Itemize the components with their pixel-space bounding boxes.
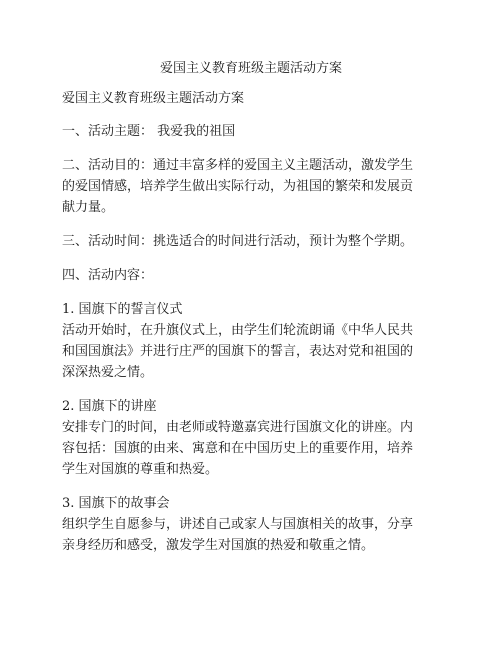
item-heading: 3. 国旗下的故事会 xyxy=(62,496,170,511)
section-content xyxy=(62,265,440,286)
section-purpose-line: 献力量。 xyxy=(62,200,115,215)
item-line: 安排专门的时间，由老师或特邀嘉宾进行国旗文化的讲座。内 xyxy=(62,420,414,435)
subtitle-text: 爱国主义教育班级主题活动方案 xyxy=(62,91,245,106)
item-line: 组织学生自愿参与，讲述自己或家人与国旗相关的故事，分享 xyxy=(62,517,414,532)
content-item-oath xyxy=(62,299,440,383)
section-time-text: 三、活动时间：挑选适合的时间进行活动，预计为整个学期。 xyxy=(62,234,414,249)
item-line: 亲身经历和感受，激发学生对国旗的热爱和敬重之情。 xyxy=(62,538,375,553)
document-title: 爱国主义教育班级主题活动方案 xyxy=(159,61,342,76)
section-theme xyxy=(62,121,440,142)
item-line: 活动开始时，在升旗仪式上，由学生们轮流朗诵《中华人民共 xyxy=(62,323,414,338)
section-purpose-line: 二、活动目的：通过丰富多样的爱国主义主题活动，激发学生 xyxy=(62,158,414,173)
item-line: 容包括：国旗的由来、寓意和在中国历史上的重要作用，培养 xyxy=(62,441,414,456)
document-subtitle xyxy=(62,88,440,109)
content-item-lecture xyxy=(62,396,440,480)
section-purpose xyxy=(62,155,440,218)
item-line: 深深热爱之情。 xyxy=(62,365,154,380)
section-theme-text: 一、活动主题： 我爱我的祖国 xyxy=(62,124,236,139)
item-line: 和国国旗法》并进行庄严的国旗下的誓言，表达对党和祖国的 xyxy=(62,344,414,359)
section-time xyxy=(62,231,440,252)
item-line: 学生对国旗的尊重和热爱。 xyxy=(62,462,219,477)
item-heading: 2. 国旗下的讲座 xyxy=(62,399,157,414)
item-heading: 1. 国旗下的誓言仪式 xyxy=(62,302,183,317)
section-content-heading: 四、活动内容： xyxy=(62,268,154,283)
content-item-storytelling xyxy=(62,493,440,556)
section-purpose-line: 的爱国情感，培养学生做出实际行动，为祖国的繁荣和发展贡 xyxy=(62,179,414,194)
